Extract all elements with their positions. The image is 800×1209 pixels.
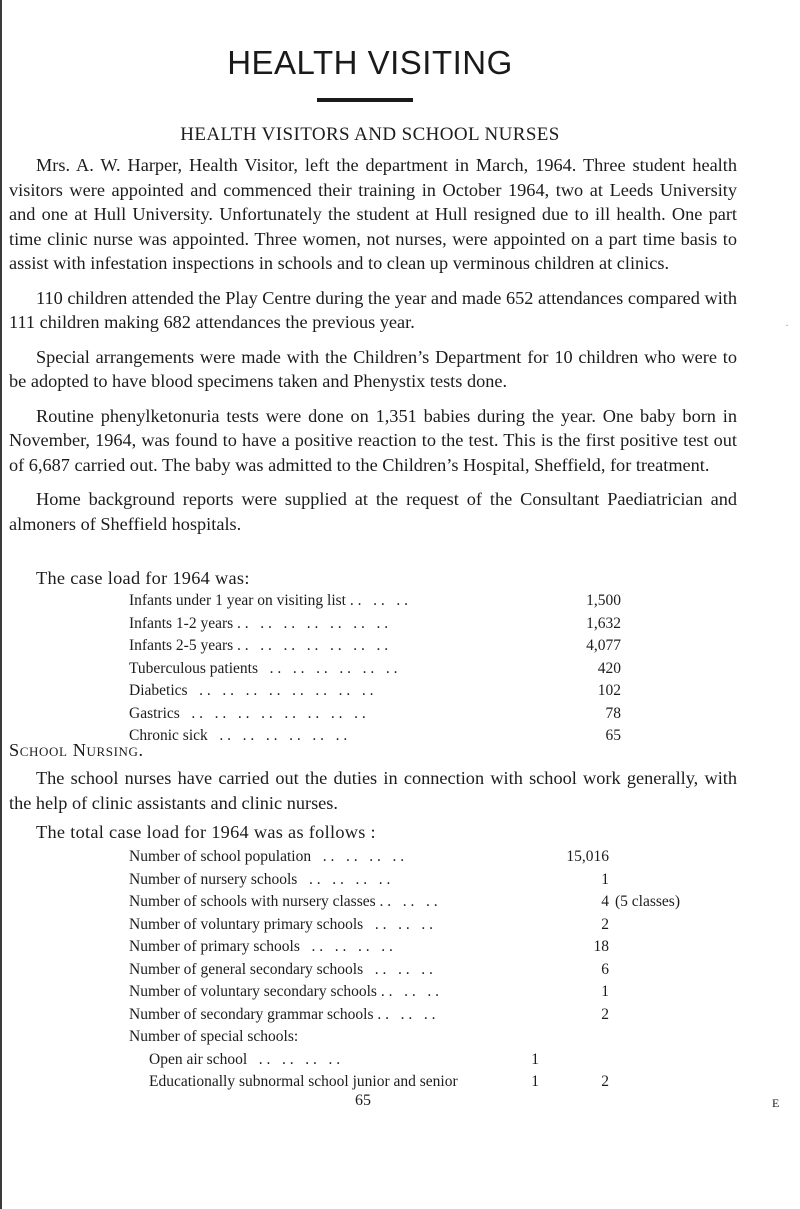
row-label-text: Number of secondary grammar schools [129, 1005, 374, 1023]
row-leader-dots: . . . . . . . . . . . . . . . . [187, 682, 374, 699]
table-row [129, 891, 729, 914]
row-label-text: Number of school population [129, 848, 312, 865]
row-leader-dots: . . . . . . . . [299, 938, 393, 955]
row-leader-dots: . . . . . . [375, 893, 438, 910]
row-label-text: Number of primary schools [129, 938, 300, 955]
table-row [129, 846, 729, 869]
row-value: 78 [605, 704, 621, 722]
table-row [129, 981, 729, 1004]
row-label-text: Educationally subnormal school junior and senior [149, 1073, 458, 1090]
row-subvalue: 1 [531, 1050, 539, 1068]
row-label [129, 914, 433, 937]
table-row [129, 936, 729, 959]
row-label-text: Number of voluntary primary schools [129, 915, 364, 933]
school-nursing-heading: School Nursing. [9, 740, 144, 760]
table-row [129, 635, 649, 658]
row-value: 65 [605, 727, 621, 744]
row-leader-dots: . . . . . . [376, 983, 439, 1000]
row-value: 18 [593, 938, 609, 955]
table-row [129, 959, 729, 982]
row-label-text: Number of voluntary secondary schools [129, 983, 377, 1000]
page-edge-shadow [0, 0, 2, 1209]
row-value: 2 [601, 915, 609, 933]
row-value: 1,500 [586, 592, 621, 609]
row-label [129, 869, 390, 892]
row-leader-dots: . . . . . . . . [247, 1050, 341, 1068]
row-value: 420 [597, 659, 621, 677]
row-label-text: Number of special schools: [129, 1028, 299, 1045]
table-row [129, 703, 649, 726]
school-nursing-paragraph-block [9, 766, 737, 825]
row-label [129, 725, 347, 748]
title-divider [317, 98, 413, 102]
row-label-text: Number of general secondary schools [129, 960, 364, 978]
row-value: 4,077 [586, 637, 621, 654]
row-leader-dots: . . . . . . . . . . . . . . [233, 637, 389, 654]
row-label [129, 891, 438, 914]
table-row [129, 914, 729, 937]
page-title: HEALTH VISITING [227, 44, 513, 81]
row-label-text: Chronic sick [129, 727, 208, 744]
row-label [129, 936, 393, 959]
case-load-intro: The case load for 1964 was: [36, 568, 250, 588]
row-label [149, 1071, 458, 1094]
row-label-text: Diabetics [129, 682, 188, 699]
paragraph-home-reports: Home background reports were supplied at the request of the Consultant Paediatrician and almoners of Sheffield hospitals. [9, 489, 737, 534]
case-load-table [129, 590, 649, 748]
signature-mark: E [772, 1096, 780, 1110]
scan-speck: · [785, 318, 789, 332]
row-label [129, 635, 388, 658]
row-value: 102 [597, 682, 621, 699]
table-row [129, 590, 649, 613]
row-label [129, 1026, 298, 1049]
row-leader-dots: . . . . . . [345, 592, 408, 609]
row-label [129, 590, 408, 613]
row-label [129, 959, 433, 982]
table-row [129, 613, 649, 636]
row-value: 6 [601, 960, 609, 978]
school-case-load-intro: The total case load for 1964 was as follows : [36, 822, 376, 842]
row-value: 2 [601, 1005, 609, 1023]
row-label-text: Number of schools with nursery classes [129, 893, 376, 910]
row-value: 15,016 [566, 848, 609, 865]
table-row [129, 725, 649, 748]
row-subvalue: 1 [531, 1073, 539, 1090]
row-value: 1,632 [586, 614, 621, 632]
row-label-text: Tuberculous patients [129, 659, 259, 677]
table-row [129, 680, 649, 703]
row-leader-dots: . . . . . . [363, 960, 433, 978]
table-row [129, 1004, 729, 1027]
row-note: (5 classes) [615, 893, 680, 910]
row-value: 2 [601, 1073, 609, 1090]
row-label-text: Infants under 1 year on visiting list [129, 592, 346, 609]
table-row [129, 1071, 729, 1094]
table-row [129, 1049, 729, 1072]
school-case-load-table [129, 846, 729, 1094]
row-label [149, 1049, 340, 1072]
row-label [129, 658, 398, 681]
paragraph-phenylketonuria: Routine phenylketonuria tests were done on 1,351 babies during the year. One baby born in November, 1964, was found to have a positive reaction to the test. This is the first positive test out of 6,687 carried out. The baby was admitted to the Children’s Hospital, Sheffield, for treatment. [9, 405, 737, 475]
row-leader-dots: . . . . . . . . . . . . [258, 659, 398, 677]
row-leader-dots: . . . . . . . . [297, 870, 391, 888]
row-value: 4 [601, 893, 609, 910]
row-label [129, 680, 374, 703]
paragraph-play-centre: 110 children attended the Play Centre during the year and made 652 attendances compared with 111 children making 682 attendances the previous year. [9, 287, 737, 332]
body-paragraphs [9, 153, 737, 546]
table-row [129, 658, 649, 681]
section-heading: HEALTH VISITORS AND SCHOOL NURSES [180, 124, 560, 145]
row-leader-dots: . . . . . . [373, 1005, 436, 1023]
row-value: 1 [601, 983, 609, 1000]
row-label [129, 981, 439, 1004]
row-label [129, 1004, 435, 1027]
row-leader-dots: . . . . . . . . . . . . . . [233, 614, 389, 632]
table-row [129, 869, 729, 892]
school-nursing-paragraph: The school nurses have carried out the duties in connection with school work generally, with the help of clinic assistants and clinic nurses. [9, 768, 737, 813]
row-label-text: Infants 1-2 years [129, 614, 234, 632]
row-label-text: Open air school [149, 1050, 248, 1068]
row-label-text: Number of nursery schools [129, 870, 298, 888]
page-number: 65 [355, 1092, 371, 1109]
row-leader-dots: . . . . . . . . [311, 848, 405, 865]
row-label-text: Infants 2-5 years [129, 637, 234, 654]
row-leader-dots: . . . . . . [363, 915, 433, 933]
row-value: 1 [601, 870, 609, 888]
table-row [129, 1026, 729, 1049]
paragraph-adoption: Special arrangements were made with the Children’s Department for 10 children who were to be adopted to have blood specimens taken and Phenystix tests done. [9, 346, 737, 391]
row-label [129, 703, 366, 726]
row-label [129, 846, 404, 869]
row-label-text: Gastrics [129, 704, 180, 722]
row-leader-dots: . . . . . . . . . . . . [207, 727, 348, 744]
row-leader-dots: . . . . . . . . . . . . . . . . [179, 704, 366, 722]
row-label [129, 613, 388, 636]
paragraph-staff: Mrs. A. W. Harper, Health Visitor, left the department in March, 1964. Three student health visitors were appointed and commenced their training in October 1964, two at Leeds University and one at Hull University. Unfortunately the student at Hull resigned due to ill health. One part time clinic nurse was appointed. Three women, not nurses, were appointed on a part time basis to assist with infestation inspections in schools and to clean up verminous children at clinics. [9, 155, 737, 273]
